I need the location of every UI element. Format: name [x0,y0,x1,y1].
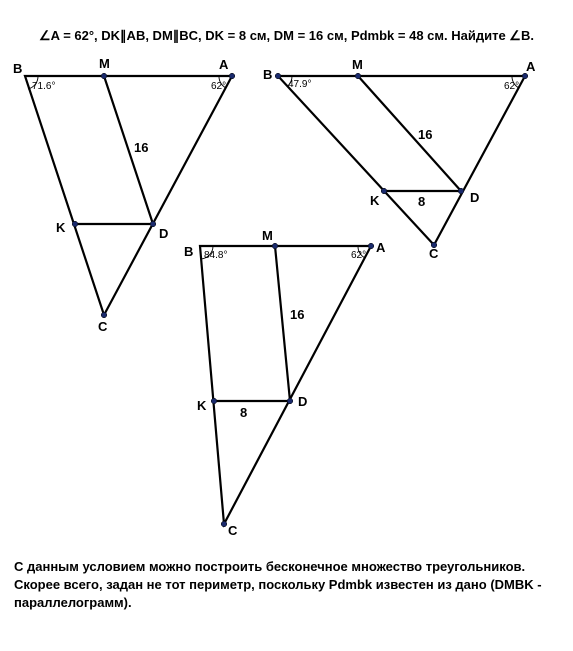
point-d-1 [150,221,156,227]
label-c-2: C [429,246,439,261]
point-m-3 [272,243,278,249]
point-d-2 [458,188,464,194]
angle-a-value-1: 62° [211,81,227,92]
point-d-3 [287,398,293,404]
dm-length-label-3: 16 [290,307,305,322]
point-k-1 [72,221,78,227]
label-m-2: M [352,57,363,72]
point-a-1 [229,73,235,79]
problem-statement: ∠A = 62°, DK∥AB, DM∥BC, DK = 8 см, DM = 16 см, Pdmbk = 48 см. Найдите ∠B. [39,28,534,43]
point-m-1 [101,73,107,79]
segment-dm-3 [275,246,290,401]
triangle-2 [278,76,525,245]
point-b-2 [275,73,281,79]
dk-length-label-3: 8 [240,405,248,420]
dk-length-label-2: 8 [418,194,426,209]
triangle-3 [200,246,371,524]
label-b-1: B [13,61,23,76]
angle-b-value-2: 47.9° [288,79,312,90]
point-c-3 [221,521,227,527]
label-a-1: A [219,57,229,72]
segment-dm-2 [358,76,461,191]
diagram-1 [25,76,232,315]
point-c-1 [101,312,107,318]
angle-b-value-1: 71.6° [32,81,56,92]
label-c-1: C [98,319,108,334]
diagram-3 [200,246,371,524]
point-k-3 [211,398,217,404]
label-d-2: D [470,190,480,205]
label-k-2: K [370,193,380,208]
label-b-2: B [263,67,273,82]
dm-length-label-2: 16 [418,127,433,142]
label-k-1: K [56,220,66,235]
label-a-2: A [526,59,536,74]
label-c-3: C [228,523,238,538]
point-k-2 [381,188,387,194]
label-m-3: M [262,228,273,243]
label-d-3: D [298,394,308,409]
angle-a-value-2: 62° [504,81,520,92]
angle-b-value-3: 84.8° [204,250,228,261]
point-m-2 [355,73,361,79]
label-k-3: K [197,398,207,413]
label-m-1: M [99,56,110,71]
angle-a-value-3: 62° [351,250,367,261]
label-a-3: A [376,240,386,255]
diagram-2 [278,76,525,245]
explanation-note: С данным условием можно построить бесконечное множество треугольников. Скорее всего, задан не тот периметр, поскольку Pdmbk известен из дано (DMBK - параллелограмм). [14,559,542,610]
triangle-1 [25,76,232,315]
label-b-3: B [184,244,194,259]
point-a-3 [368,243,374,249]
dm-length-label-1: 16 [134,140,149,155]
label-d-1: D [159,226,169,241]
point-a-2 [522,73,528,79]
